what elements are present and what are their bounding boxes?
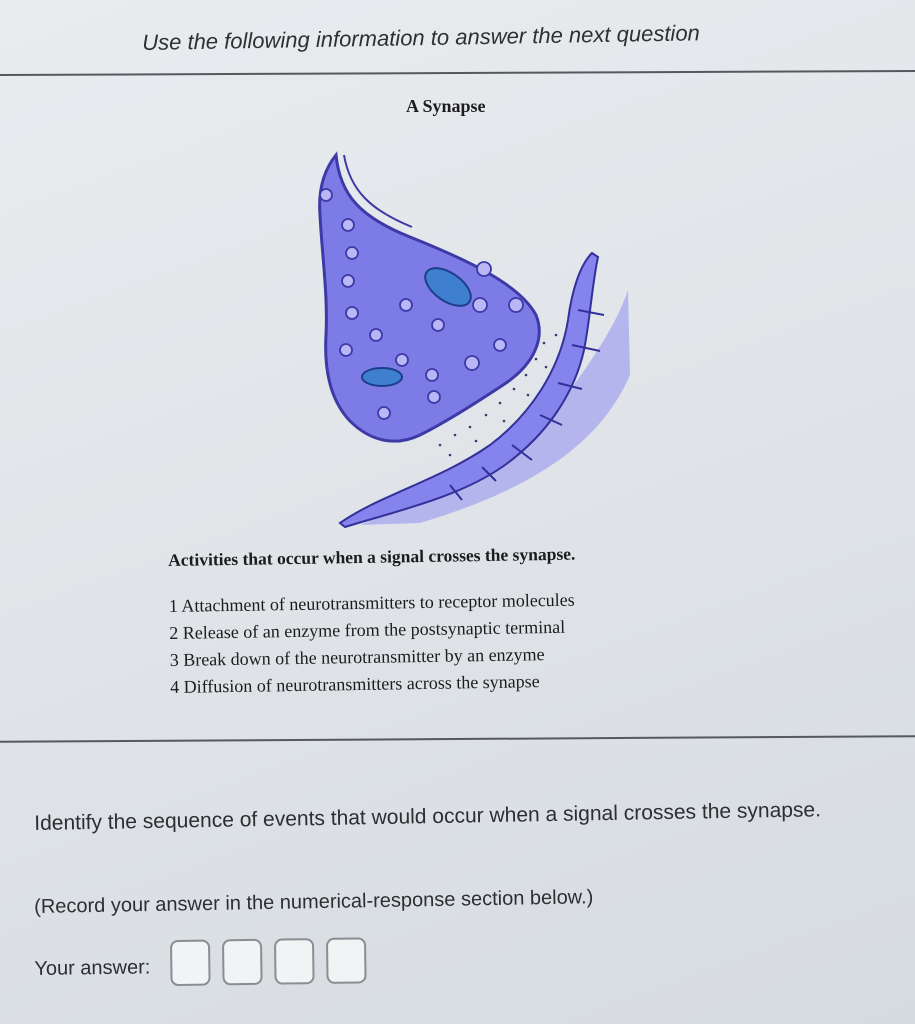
question-text: Identify the sequence of events that would occur when a signal crosses the synapse. bbox=[34, 798, 822, 835]
synapse-diagram bbox=[300, 145, 640, 535]
response-note: (Record your answer in the numerical-response section below.) bbox=[34, 886, 594, 918]
answer-box-4[interactable] bbox=[326, 937, 367, 984]
answer-box-1[interactable] bbox=[170, 940, 211, 987]
activities-heading: Activities that occur when a signal crosses the synapse. bbox=[168, 543, 576, 570]
activities-section bbox=[168, 544, 578, 701]
activity-item-3: 3 Break down of the neurotransmitter by an enzyme bbox=[169, 644, 545, 670]
answer-box-3[interactable] bbox=[274, 938, 315, 985]
activity-item-2: 2 Release of an enzyme from the postsynaptic terminal bbox=[169, 616, 566, 643]
instruction-text: Use the following information to answer the next question bbox=[142, 20, 701, 55]
activity-item-1: 1 Attachment of neurotransmitters to receptor molecules bbox=[168, 589, 575, 616]
middle-divider bbox=[0, 735, 915, 742]
answer-row bbox=[34, 937, 379, 988]
top-divider bbox=[0, 70, 915, 75]
answer-box-2[interactable] bbox=[222, 939, 263, 986]
figure-title: A Synapse bbox=[406, 96, 486, 116]
activity-item-4: 4 Diffusion of neurotransmitters across the synapse bbox=[169, 671, 540, 697]
answer-label: Your answer: bbox=[34, 955, 151, 980]
mitochondrion bbox=[362, 368, 402, 386]
